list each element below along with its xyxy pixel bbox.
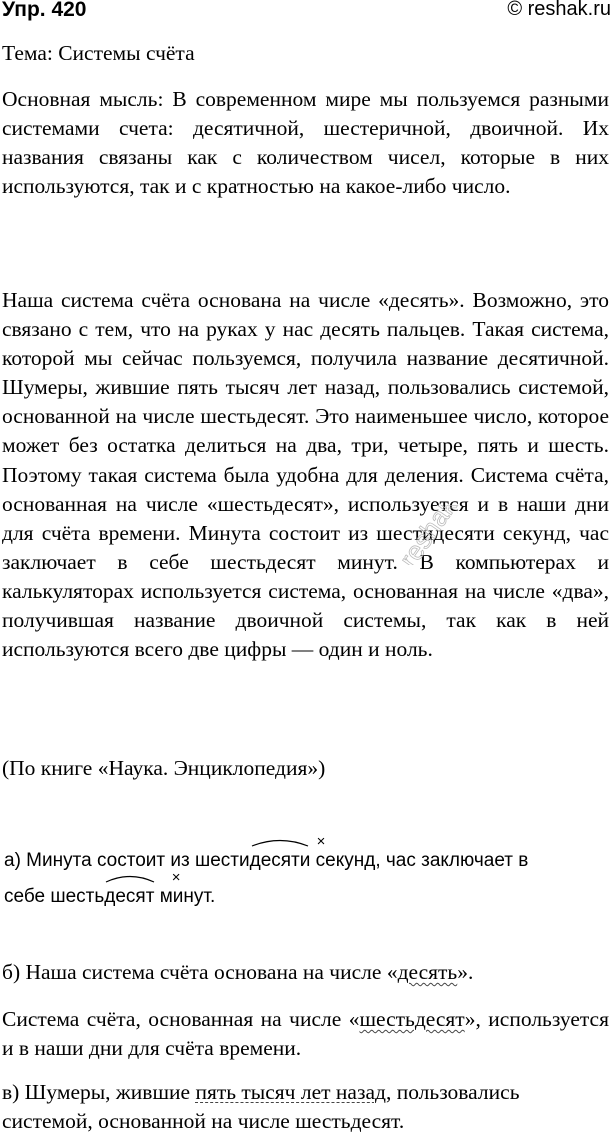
x-mark-icon: × [316,833,326,850]
root-arc: десяти [250,846,311,875]
topic: Тема: Системы счёта [2,41,195,65]
task-b-line-1: б) Наша система счёта основана на числе «десять». [2,960,474,984]
subject-underline: десять [397,960,458,984]
exercise-title: Упр. 420 [2,0,87,21]
circumstance-underline: пять тысяч лет назад [195,1080,386,1104]
task-a-line-1: а) Минута состоит из шести десяти × секунд, час заключает в [4,846,528,875]
arc-icon [250,837,310,847]
task-b-paragraph: Система счёта, основанная на числе «шестьдесят», используется и в наши дни для счёта времени. [2,1007,609,1061]
subject-underline: шестьдесят [359,1007,465,1031]
arc-icon [104,873,156,883]
x-mark-icon: × [171,869,181,886]
task-c [2,1078,609,1136]
page-header [2,0,611,30]
main-idea: Основная мысль: В современном мире мы пользуемся разными системами счета: десятичной, шестеричной, двоичной. Их названия связаны как с количеством чисел, которые в них используются, так и с кратностью на какое-либо число. [2,87,609,199]
task-c-line-2: системой, основанной на числе шестьдесят. [2,1109,405,1133]
task-a-line-2: себе шесть десят м × инут. [4,882,215,911]
svg-text:reshak.ru: reshak.ru [400,505,480,565]
watermark: © reshak.ru [507,0,611,20]
task-c-line-1: в) Шумеры, жившие пять тысяч лет назад, пользовались [2,1080,520,1104]
root-arc: десят [104,882,154,911]
task-a [2,833,609,916]
source: (По книге «Наука. Энциклопедия») [2,756,326,780]
main-text: Наша система счёта основана на числе «десять». Возможно, это связано с тем, что на руках у нас десять пальцев. Такая система, которой мы сейчас пользуемся, получила название десятичной. Шумеры, жившие пять тысяч лет назад, пользовались системой, основанной на числе шестьдесят. Это наименьшее число, которое может без остатка делиться на два, три, четыре, пять и шесть. Поэтому такая система была удобна для деления. Система счёта, основанная на числе «шестьдесят», используется и в наши дни для счёта времени. Минута состоит из шестидесяти секунд, час заключает в себе шестьдесят минут. В компьютерах и калькуляторах используется система, основанная на числе «два», получившая название двоичной системы, так как в ней используются всего две цифры — один и ноль. [2,288,609,662]
